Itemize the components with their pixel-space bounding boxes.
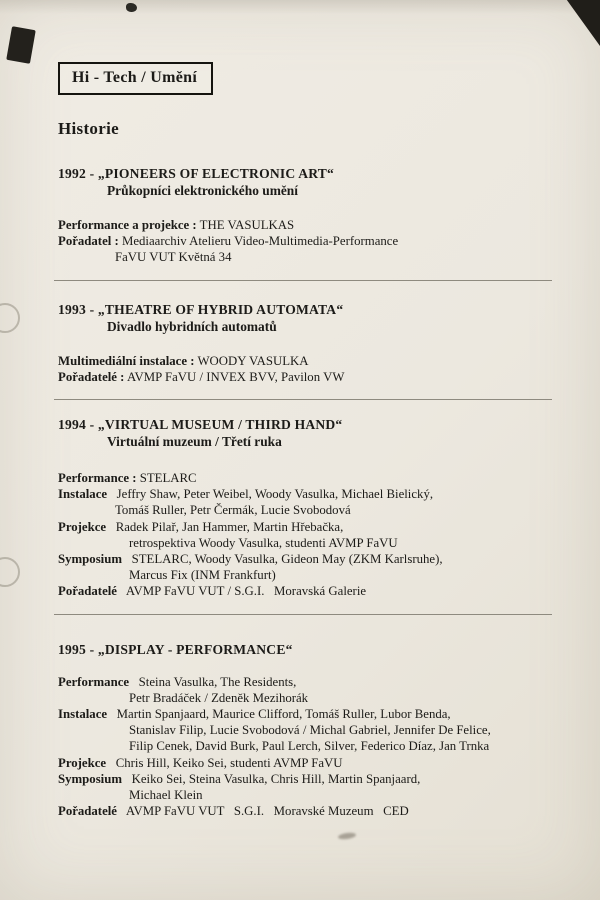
line-text: Petr Bradáček / Zdeněk Mezihorák [129, 690, 309, 705]
detail-line [58, 551, 552, 567]
detail-line [58, 722, 552, 738]
section-subtitle: Průkopníci elektronického umění [107, 183, 298, 198]
section-1995 [58, 641, 552, 820]
section-details [58, 674, 552, 820]
line-label: Projekce [58, 755, 107, 770]
detail-line [58, 486, 552, 502]
line-text: STELARC [136, 471, 197, 486]
detail-line [58, 771, 552, 787]
detail-line [58, 690, 552, 706]
scan-mark-top-right [554, 0, 600, 46]
detail-line [58, 787, 552, 803]
line-text: Chris Hill, Keiko Sei, studenti AVMP FaVU [106, 755, 343, 770]
page-heading: Historie [58, 119, 119, 138]
line-label: Pořadatelé [58, 804, 117, 819]
detail-line [58, 519, 552, 535]
line-text: AVMP FaVU / INVEX BVV, Pavilon VW [124, 369, 345, 384]
line-text: Steina Vasulka, The Residents, [129, 674, 297, 689]
document-content [58, 62, 552, 819]
detail-line [58, 249, 552, 265]
line-label: Pořadatelé [58, 584, 117, 599]
line-label: Symposium [58, 552, 123, 567]
line-text: Stanislav Filip, Lucie Svobodová / Michal Gabriel, Jennifer De Felice, [129, 723, 491, 738]
detail-line [58, 706, 552, 722]
section-details [58, 470, 552, 600]
section-subtitle: Divadlo hybridních automatů [107, 318, 277, 334]
line-label: Multimediální instalace : [58, 353, 195, 368]
detail-line [58, 535, 552, 551]
line-label: Performance : [58, 471, 137, 486]
line-label: Instalace [58, 707, 108, 722]
scan-mark-top-left [6, 26, 36, 64]
section-title: 1992 - „PIONEERS OF ELECTRONIC ART“ [58, 166, 335, 181]
line-label: Projekce [58, 519, 107, 534]
line-label: Pořadatelé : [58, 369, 125, 384]
line-text: FaVU VUT Květná 34 [115, 250, 232, 265]
section-details [58, 353, 552, 385]
line-text: Filip Cenek, David Burk, Paul Lerch, Silver, Federico Díaz, Jan Trnka [129, 739, 490, 754]
section-title: 1995 - „DISPLAY - PERFORMANCE“ [58, 641, 293, 657]
line-text: retrospektiva Woody Vasulka, studenti AVMP FaVU [129, 535, 398, 550]
detail-line [58, 233, 552, 249]
line-text: AVMP FaVU VUT / S.G.I. Moravská Galerie [117, 584, 367, 599]
scan-smudge-bottom [338, 832, 357, 840]
line-text: Radek Pilař, Jan Hammer, Martin Hřebačka, [106, 519, 344, 534]
detail-line [58, 502, 552, 518]
line-label: Performance a projekce : [58, 218, 197, 232]
binder-hole-shadow-lower [0, 557, 20, 587]
line-text: Marcus Fix (INM Frankfurt) [129, 568, 276, 583]
line-label: Symposium [58, 771, 123, 786]
detail-line [58, 217, 552, 233]
line-text: Mediaarchiv Atelieru Video-Multimedia-Performance [118, 234, 399, 249]
divider [54, 399, 552, 400]
divider [54, 614, 552, 615]
detail-line [58, 674, 552, 690]
detail-line [58, 470, 552, 486]
detail-line [58, 353, 552, 369]
line-text: Michael Klein [129, 788, 203, 803]
line-text: WOODY VASULKA [194, 353, 309, 368]
detail-line [58, 369, 552, 385]
binder-hole-shadow-upper [0, 303, 20, 333]
line-text: Tomáš Ruller, Petr Čermák, Lucie Svobodová [115, 503, 351, 518]
section-subtitle: Virtuální muzeum / Třetí ruka [107, 434, 282, 450]
detail-line [58, 738, 552, 754]
line-text: Jeffry Shaw, Peter Weibel, Woody Vasulka, Michael Bielický, [107, 487, 434, 502]
line-text: AVMP FaVU VUT S.G.I. Moravské Muzeum CED [117, 804, 409, 819]
section-title: 1994 - „VIRTUAL MUSEUM / THIRD HAND“ [58, 417, 343, 433]
section-details [58, 217, 552, 266]
divider [54, 280, 552, 281]
line-label: Instalace [58, 487, 108, 502]
detail-line [58, 803, 552, 819]
section-1994 [58, 416, 552, 600]
line-label: Performance [58, 674, 130, 689]
section-1993 [58, 301, 552, 385]
line-text: Martin Spanjaard, Maurice Clifford, Tomáš Ruller, Lubor Benda, [107, 707, 451, 722]
line-text: THE VASULKAS [196, 218, 295, 232]
line-label: Pořadatel : [58, 234, 119, 249]
line-text: STELARC, Woody Vasulka, Gideon May (ZKM Karlsruhe), [122, 552, 443, 567]
detail-line [58, 567, 552, 583]
line-text: Keiko Sei, Steina Vasulka, Chris Hill, Martin Spanjaard, [122, 771, 421, 786]
scan-mark-top [126, 3, 137, 12]
detail-line [58, 755, 552, 771]
section-title: 1993 - „THEATRE OF HYBRID AUTOMATA“ [58, 301, 344, 317]
section-1992 [58, 165, 552, 266]
detail-line [58, 583, 552, 599]
title-box: Hi - Tech / Umění [58, 62, 213, 95]
